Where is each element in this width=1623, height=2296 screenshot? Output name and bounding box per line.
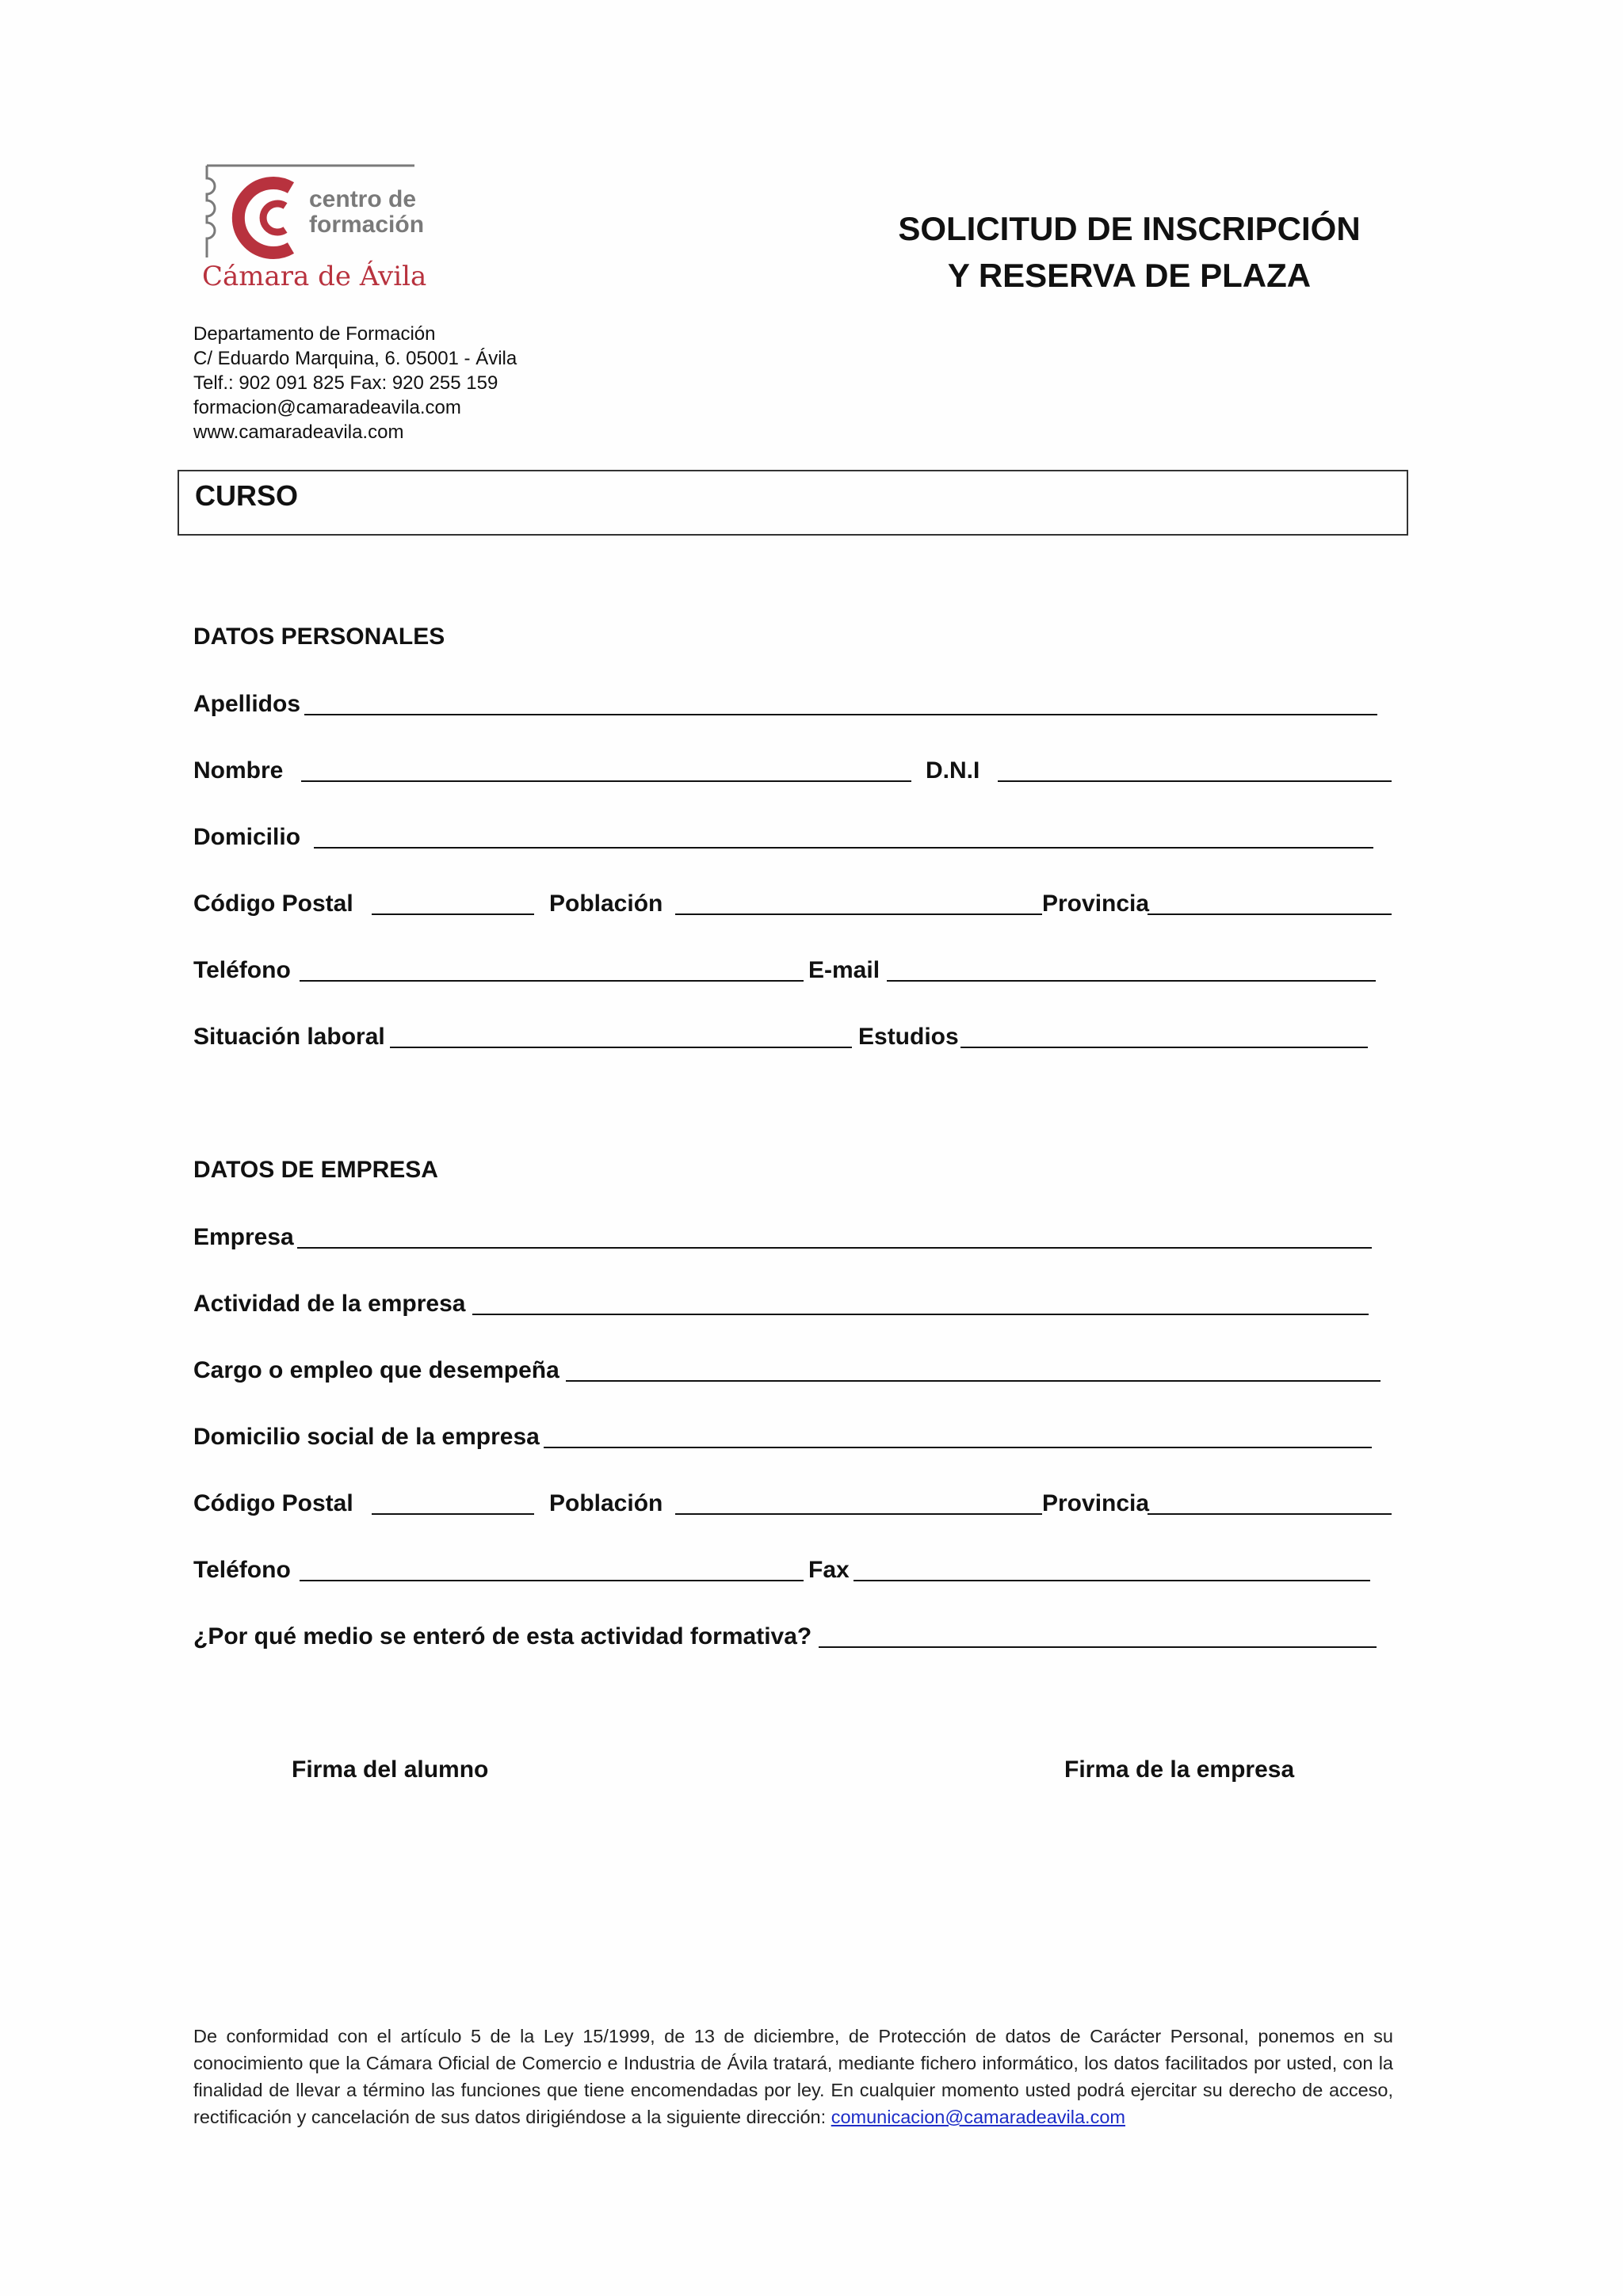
actividad-field[interactable] bbox=[472, 1314, 1369, 1315]
logo-text-line2: formación bbox=[309, 212, 425, 238]
firma-empresa-label: Firma de la empresa bbox=[1064, 1756, 1295, 1783]
privacy-notice bbox=[193, 2023, 1393, 2130]
codigo-postal-field[interactable] bbox=[372, 913, 534, 915]
empresa-telefono-field[interactable] bbox=[300, 1580, 804, 1581]
nombre-field[interactable] bbox=[301, 780, 911, 782]
apellidos-field[interactable] bbox=[304, 714, 1377, 715]
personal-data-heading: DATOS PERSONALES bbox=[193, 624, 445, 650]
provincia-field[interactable] bbox=[1148, 913, 1392, 915]
fax-field[interactable] bbox=[854, 1580, 1370, 1581]
empresa-codigo-postal-label: Código Postal bbox=[193, 1490, 353, 1516]
situacion-laboral-field[interactable] bbox=[390, 1047, 852, 1048]
poblacion-field[interactable] bbox=[675, 913, 1042, 915]
codigo-postal-label: Código Postal bbox=[193, 891, 353, 917]
empresa-provincia-field[interactable] bbox=[1148, 1513, 1392, 1515]
logo-text-line1: centro de bbox=[309, 186, 417, 212]
medio-label: ¿Por qué medio se enteró de esta actividad formativa? bbox=[193, 1623, 812, 1650]
empresa-poblacion-field[interactable] bbox=[675, 1513, 1042, 1515]
contact-address: C/ Eduardo Marquina, 6. 05001 - Ávila bbox=[193, 348, 517, 369]
firma-alumno-label: Firma del alumno bbox=[292, 1756, 489, 1783]
empresa-provincia-label: Provincia bbox=[1042, 1490, 1150, 1516]
camara-avila-logo bbox=[202, 162, 427, 297]
privacy-text: De conformidad con el artículo 5 de la Ley 15/1999, de 13 de diciembre, de Protección de datos de Carácter Personal, ponemos en su conocimiento que la Cámara Oficial de Comercio e Industria de Ávila tratará, mediante fichero informático, los datos facilitados por usted, con la finalidad de llevar a término las funciones que tiene encomendadas por ley. En cualquier momento usted podrá ejercitar su derecho de acceso, rectificación y cancelación de sus datos dirigiéndose a la siguiente dirección: bbox=[193, 2026, 1393, 2127]
provincia-label: Provincia bbox=[1042, 891, 1150, 917]
empresa-codigo-postal-field[interactable] bbox=[372, 1513, 534, 1515]
poblacion-label: Población bbox=[549, 891, 663, 917]
dni-field[interactable] bbox=[998, 780, 1392, 782]
dni-label: D.N.I bbox=[926, 757, 980, 784]
empresa-label: Empresa bbox=[193, 1224, 294, 1250]
telefono-label: Teléfono bbox=[193, 957, 291, 983]
contact-web: www.camaradeavila.com bbox=[193, 421, 404, 443]
privacy-email-link[interactable]: comunicacion@camaradeavila.com bbox=[831, 2107, 1125, 2127]
domicilio-social-field[interactable] bbox=[544, 1447, 1372, 1448]
actividad-label: Actividad de la empresa bbox=[193, 1291, 466, 1317]
domicilio-social-label: Domicilio social de la empresa bbox=[193, 1424, 540, 1450]
cargo-field[interactable] bbox=[566, 1380, 1381, 1382]
email-field[interactable] bbox=[887, 980, 1376, 982]
company-data-heading: DATOS DE EMPRESA bbox=[193, 1157, 438, 1183]
contact-department: Departamento de Formación bbox=[193, 323, 436, 345]
form-title-line2: Y RESERVA DE PLAZA bbox=[947, 257, 1312, 294]
medio-field[interactable] bbox=[819, 1646, 1377, 1648]
cargo-label: Cargo o empleo que desempeña bbox=[193, 1357, 559, 1383]
curso-field[interactable] bbox=[178, 470, 1408, 536]
apellidos-label: Apellidos bbox=[193, 691, 301, 717]
logo-name: Cámara de Ávila bbox=[202, 261, 427, 292]
form-title-line1: SOLICITUD DE INSCRIPCIÓN bbox=[898, 210, 1361, 247]
fax-label: Fax bbox=[808, 1557, 850, 1583]
email-label: E-mail bbox=[808, 957, 880, 983]
estudios-label: Estudios bbox=[858, 1024, 959, 1050]
empresa-field[interactable] bbox=[297, 1247, 1372, 1249]
empresa-telefono-label: Teléfono bbox=[193, 1557, 291, 1583]
telefono-field[interactable] bbox=[300, 980, 804, 982]
empresa-poblacion-label: Población bbox=[549, 1490, 663, 1516]
contact-phone: Telf.: 902 091 825 Fax: 920 255 159 bbox=[193, 372, 498, 394]
curso-label: CURSO bbox=[195, 479, 299, 512]
nombre-label: Nombre bbox=[193, 757, 284, 784]
situacion-laboral-label: Situación laboral bbox=[193, 1024, 385, 1050]
estudios-field[interactable] bbox=[960, 1047, 1368, 1048]
domicilio-field[interactable] bbox=[314, 847, 1373, 849]
domicilio-label: Domicilio bbox=[193, 824, 301, 850]
contact-email: formacion@camaradeavila.com bbox=[193, 397, 461, 418]
